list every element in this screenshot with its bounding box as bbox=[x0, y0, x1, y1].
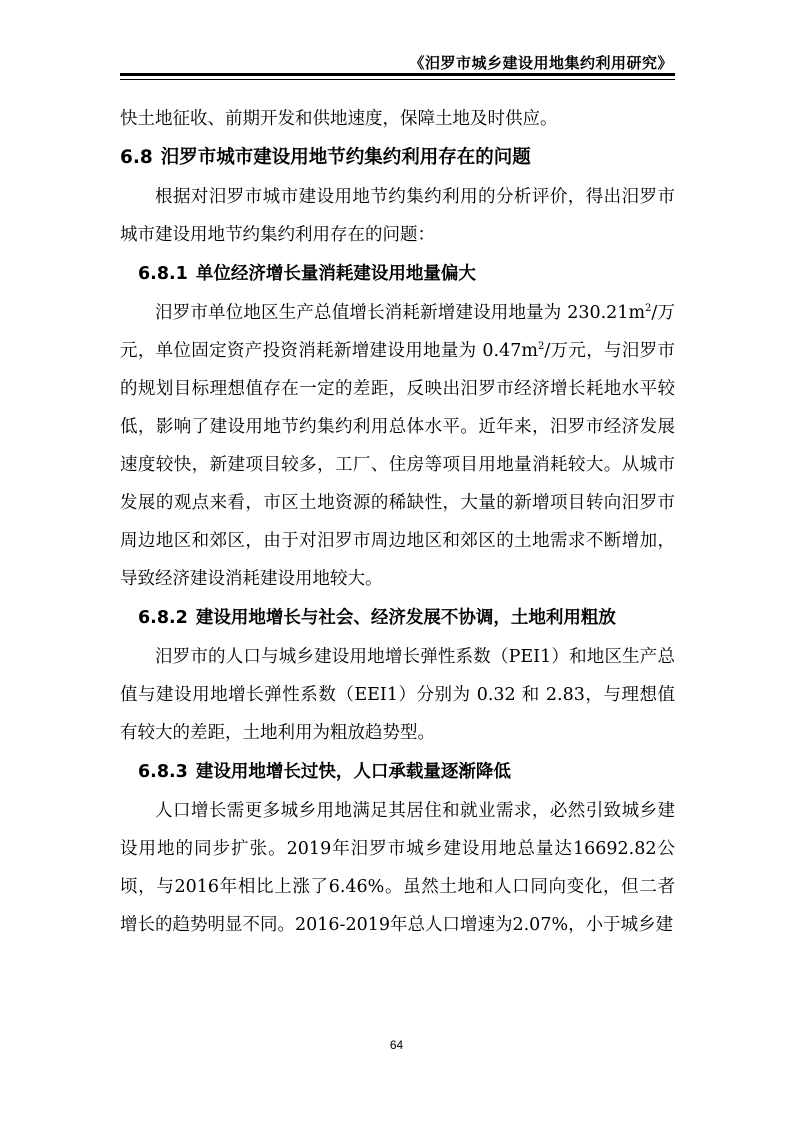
paragraph-land-consumption bbox=[120, 294, 675, 598]
section-heading-6-8-3 bbox=[120, 752, 675, 792]
section-number: 6.8.2 bbox=[138, 608, 188, 628]
section-title: 建设用地增长过快，人口承载量逐渐降低 bbox=[195, 762, 511, 782]
section-number: 6.8.3 bbox=[138, 762, 188, 782]
paragraph-continued: 快土地征收、前期开发和供地速度，保障土地及时供应。 bbox=[120, 109, 558, 129]
section-heading-6-8-1 bbox=[120, 254, 675, 294]
text-run: /万元，与汨罗市的规划目标理想值存在一定的差距，反映出汨罗市经济增长耗地水平较低，影响了建设用地节约集约利用总体水平。近年来，汨罗市经济发展速度较快，新建项目较多，工厂、住房等项目用地量消耗较大。从城市发展的观点来看，市区土地资源的稀缺性，大量的新增项目转向汨罗市周边地区和郊区，由于对汨罗市周边地区和郊区的土地需求不断增加，导致经济建设消耗建设用地较大。 bbox=[120, 341, 675, 589]
section-heading-6-8 bbox=[120, 138, 675, 178]
section-number: 6.8 bbox=[120, 147, 153, 168]
paragraph-intro: 根据对汨罗市城市建设用地节约集约利用的分析评价，得出汨罗市城市建设用地节约集约利用存在的问题： bbox=[120, 187, 675, 245]
section-title: 单位经济增长量消耗建设用地量偏大 bbox=[195, 264, 476, 284]
section-heading-6-8-2 bbox=[120, 598, 675, 638]
paragraph-population: 人口增长需更多城乡用地满足其居住和就业需求，必然引致城乡建设用地的同步扩张。2019年汨罗市城乡建设用地总量达16692.82公顷，与2016年相比上涨了6.46%。虽然土地和人口同向变化，但二者增长的趋势明显不同。2016-2019年总人口增速为2.07%，小于城乡建 bbox=[120, 801, 675, 935]
text-run: /万元，单位固定资产投资消耗新增建设用地量为 0.47m bbox=[120, 303, 675, 361]
running-header-title: 《汨罗市城乡建设用地集约利用研究》 bbox=[409, 54, 673, 72]
page-body bbox=[120, 100, 675, 944]
page-number: 64 bbox=[389, 1038, 404, 1052]
header-rule-thick bbox=[120, 73, 675, 76]
superscript: 2 bbox=[537, 341, 545, 352]
section-number: 6.8.1 bbox=[138, 264, 188, 284]
text-run: 汨罗市单位地区生产总值增长消耗新增建设用地量为 230.21m bbox=[155, 303, 646, 323]
paragraph-elasticity: 汨罗市的人口与城乡建设用地增长弹性系数（PEI1）和地区生产总值与建设用地增长弹性系数（EEI1）分别为 0.32 和 2.83，与理想值有较大的差距，土地利用为粗放趋势型。 bbox=[120, 647, 675, 743]
section-title: 汨罗市城市建设用地节约集约利用存在的问题 bbox=[160, 147, 531, 168]
section-title: 建设用地增长与社会、经济发展不协调，土地利用粗放 bbox=[195, 608, 616, 628]
header-rule-thin bbox=[120, 79, 675, 80]
superscript: 2 bbox=[645, 303, 652, 314]
